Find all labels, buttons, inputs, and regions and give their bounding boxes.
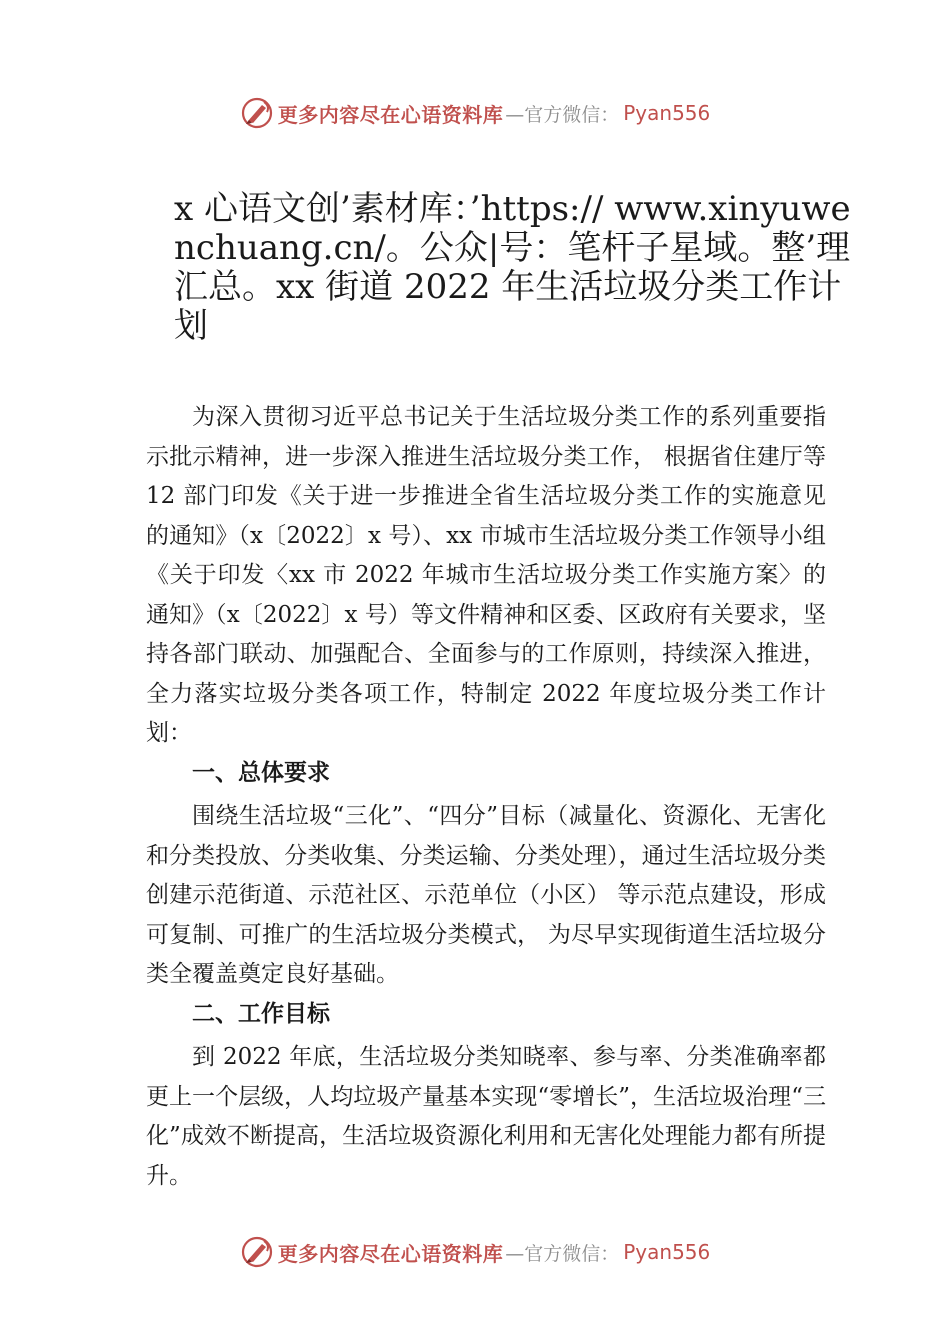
header-banner <box>0 93 950 133</box>
intro-paragraph <box>146 398 826 754</box>
intro-text: 为深入贯彻习近平总书记关于生活垃圾分类工作的系列重要指示批示精神，进一步深入推进生活垃圾分类工作， 根据省住建厅等 12 部门印发《关于进一步推进全省生活垃圾分类工作的实施意见的通知》（x〔2022〕x 号）、xx 市城市生活垃圾分类工作领导小组《关于印发〈xx 市 2022 年城市生活垃圾分类工作实施方案〉的通知》（x〔2022〕x 号）等文件精神和区委、区政府有关要求，坚持各部门联动、加强配合、全面参与的工作原则，持续深入推进，全力落实垃圾分类各项工作，特制定 2022 年度垃圾分类工作计划： <box>146 404 826 746</box>
banner-wechat-id: Pyan556 <box>623 1240 711 1264</box>
footer-banner <box>0 1232 950 1272</box>
section2-heading-block <box>146 995 826 1035</box>
section2-heading: 二、工作目标 <box>192 1001 330 1027</box>
banner-wechat-label: —官方微信： <box>505 103 620 126</box>
banner-slogan: 更多内容尽在心语资料库 <box>277 1241 504 1266</box>
pen-logo-icon <box>240 96 274 130</box>
pen-logo-icon <box>240 1235 274 1269</box>
document-title: x 心语文创’素材库：’https:// www.xinyuwenchuang.cn/。公众|号：笔杆子星域。整’理汇总。xx 街道 2022 年生活垃圾分类工作计划 <box>174 189 851 346</box>
section1-heading-block <box>146 754 826 794</box>
banner-wechat-label: —官方微信： <box>505 1242 620 1265</box>
section2-paragraph <box>146 1038 826 1196</box>
banner-wechat-id: Pyan556 <box>623 101 711 125</box>
section1-paragraph <box>146 797 826 995</box>
section2-text: 到 2022 年底，生活垃圾分类知晓率、参与率、分类准确率都更上一个层级，人均垃圾产量基本实现“零增长”，生活垃圾治理“三化”成效不断提高，生活垃圾资源化利用和无害化处理能力都有所提升。 <box>146 1044 826 1189</box>
section1-text: 围绕生活垃圾“三化”、“四分”目标（减量化、资源化、无害化和分类投放、分类收集、分类运输、分类处理），通过生活垃圾分类创建示范街道、示范社区、示范单位（小区） 等示范点建设，形成可复制、可推广的生活垃圾分类模式， 为尽早实现街道生活垃圾分类全覆盖奠定良好基础。 <box>146 803 826 987</box>
section1-heading: 一、总体要求 <box>192 760 330 786</box>
banner-slogan: 更多内容尽在心语资料库 <box>277 102 504 127</box>
